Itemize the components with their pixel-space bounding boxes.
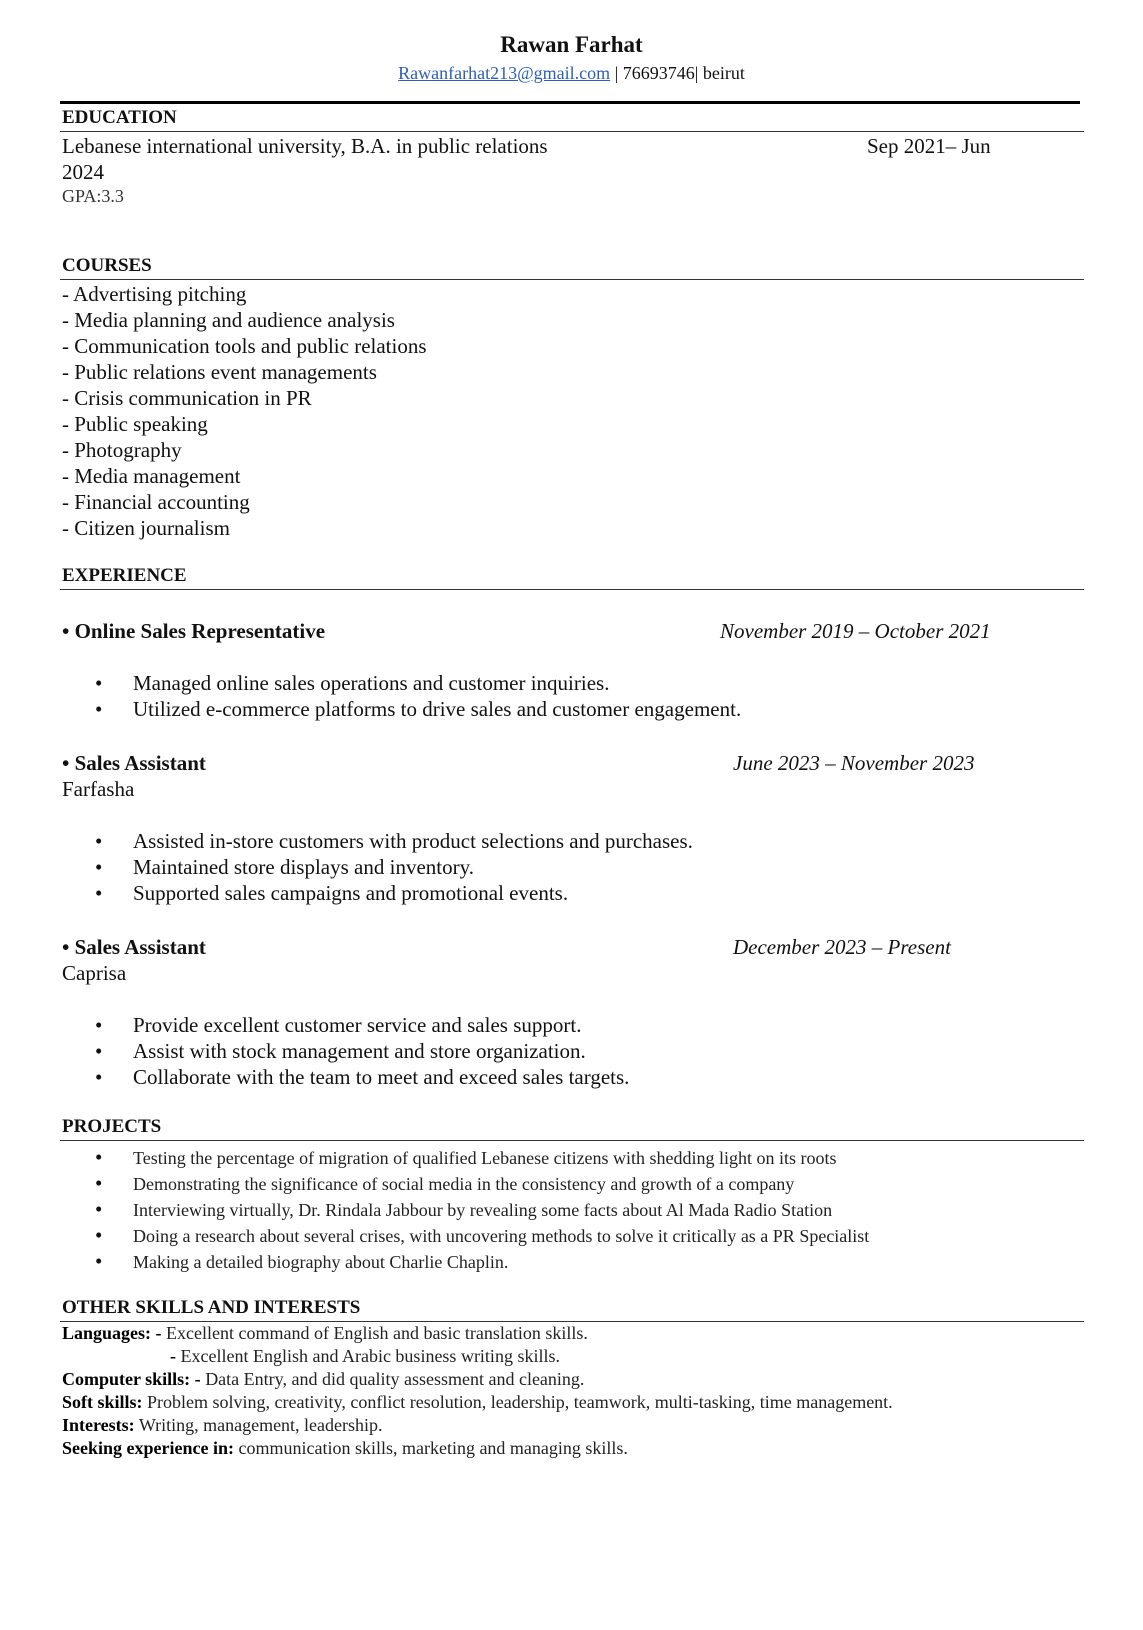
- job-title: • Sales Assistant: [62, 751, 206, 775]
- projects-heading: PROJECTS: [62, 1116, 162, 1137]
- email-link[interactable]: Rawanfarhat213@gmail.com: [398, 63, 611, 83]
- course-item: - Public relations event managements: [62, 360, 377, 384]
- seeking-experience: Seeking experience in: communication skills, marketing and managing skills.: [62, 1438, 628, 1458]
- course-item: - Public speaking: [62, 412, 208, 436]
- job-dates: December 2023 – Present: [733, 935, 951, 959]
- job-bullet: • Maintained store displays and inventory.: [95, 855, 474, 879]
- soft-skills: Soft skills: Problem solving, creativity, conflict resolution, leadership, teamwork, multi-tasking, time management.: [62, 1392, 893, 1412]
- course-item: - Media planning and audience analysis: [62, 308, 395, 332]
- project-item: • Interviewing virtually, Dr. Rindala Jabbour by revealing some facts about Al Mada Radio Station: [95, 1197, 833, 1221]
- project-item: • Doing a research about several crises, with uncovering methods to solve it critically as a PR Specialist: [95, 1223, 870, 1247]
- job-bullet: • Assist with stock management and store organization.: [95, 1039, 586, 1063]
- course-item: - Media management: [62, 464, 241, 488]
- header-divider: [60, 101, 1080, 104]
- bullet-icon: •: [95, 1039, 103, 1063]
- projects-rule: [60, 1140, 1084, 1141]
- interests: Interests: Writing, management, leadership.: [62, 1415, 383, 1435]
- skills-heading: OTHER SKILLS AND INTERESTS: [62, 1297, 361, 1318]
- bullet-icon: •: [95, 1223, 103, 1247]
- course-item: - Citizen journalism: [62, 516, 230, 540]
- bullet-icon: •: [95, 697, 103, 721]
- experience-rule: [60, 589, 1084, 590]
- courses-heading: COURSES: [62, 255, 152, 276]
- education-year: 2024: [62, 160, 104, 184]
- bullet-icon: •: [95, 1145, 103, 1169]
- course-item: - Communication tools and public relations: [62, 334, 427, 358]
- bullet-icon: •: [95, 881, 103, 905]
- computer-skills: Computer skills: - Data Entry, and did quality assessment and cleaning.: [62, 1369, 585, 1389]
- job-bullet: • Utilized e-commerce platforms to drive sales and customer engagement.: [95, 697, 742, 721]
- courses-rule: [60, 279, 1084, 280]
- education-dates: Sep 2021– Jun: [867, 134, 991, 158]
- skills-rule: [60, 1321, 1084, 1322]
- job-company: Farfasha: [62, 777, 135, 801]
- education-gpa: GPA:3.3: [62, 186, 124, 206]
- job-bullet: • Collaborate with the team to meet and exceed sales targets.: [95, 1065, 630, 1089]
- job-bullet: • Provide excellent customer service and sales support.: [95, 1013, 582, 1037]
- course-item: - Financial accounting: [62, 490, 250, 514]
- bullet-icon: •: [95, 1197, 103, 1221]
- education-rule: [60, 131, 1084, 132]
- job-title: • Online Sales Representative: [62, 619, 326, 643]
- course-item: - Advertising pitching: [62, 282, 247, 306]
- job-dates: November 2019 – October 2021: [720, 619, 991, 643]
- languages-line-1: Languages: - Excellent command of English and basic translation skills.: [62, 1323, 588, 1343]
- job-bullet: • Assisted in-store customers with product selections and purchases.: [95, 829, 693, 853]
- course-item: - Crisis communication in PR: [62, 386, 312, 410]
- bullet-icon: •: [95, 1065, 103, 1089]
- bullet-icon: •: [95, 855, 103, 879]
- bullet-icon: •: [95, 1013, 103, 1037]
- experience-heading: EXPERIENCE: [62, 565, 187, 586]
- project-item: • Demonstrating the significance of social media in the consistency and growth of a company: [95, 1171, 795, 1195]
- bullet-icon: •: [95, 829, 103, 853]
- bullet-icon: •: [95, 1249, 103, 1273]
- job-company: Caprisa: [62, 961, 127, 985]
- project-item: • Testing the percentage of migration of qualified Lebanese citizens with shedding light on its roots: [95, 1145, 837, 1169]
- education-heading: EDUCATION: [62, 107, 177, 128]
- job-dates: June 2023 – November 2023: [733, 751, 975, 775]
- contact-line: [0, 63, 1143, 84]
- bullet-icon: •: [95, 1171, 103, 1195]
- education-school: Lebanese international university, B.A. in public relations: [62, 134, 548, 158]
- bullet-icon: •: [95, 671, 103, 695]
- job-bullet: • Managed online sales operations and customer inquiries.: [95, 671, 610, 695]
- resume-name: Rawan Farhat: [500, 32, 643, 57]
- job-bullet: • Supported sales campaigns and promotional events.: [95, 881, 569, 905]
- languages-line-2: - Excellent English and Arabic business writing skills.: [170, 1346, 560, 1366]
- phone-city: | 76693746| beirut: [610, 63, 745, 83]
- course-item: - Photography: [62, 438, 182, 462]
- project-item: • Making a detailed biography about Charlie Chaplin.: [95, 1249, 509, 1273]
- job-title: • Sales Assistant: [62, 935, 206, 959]
